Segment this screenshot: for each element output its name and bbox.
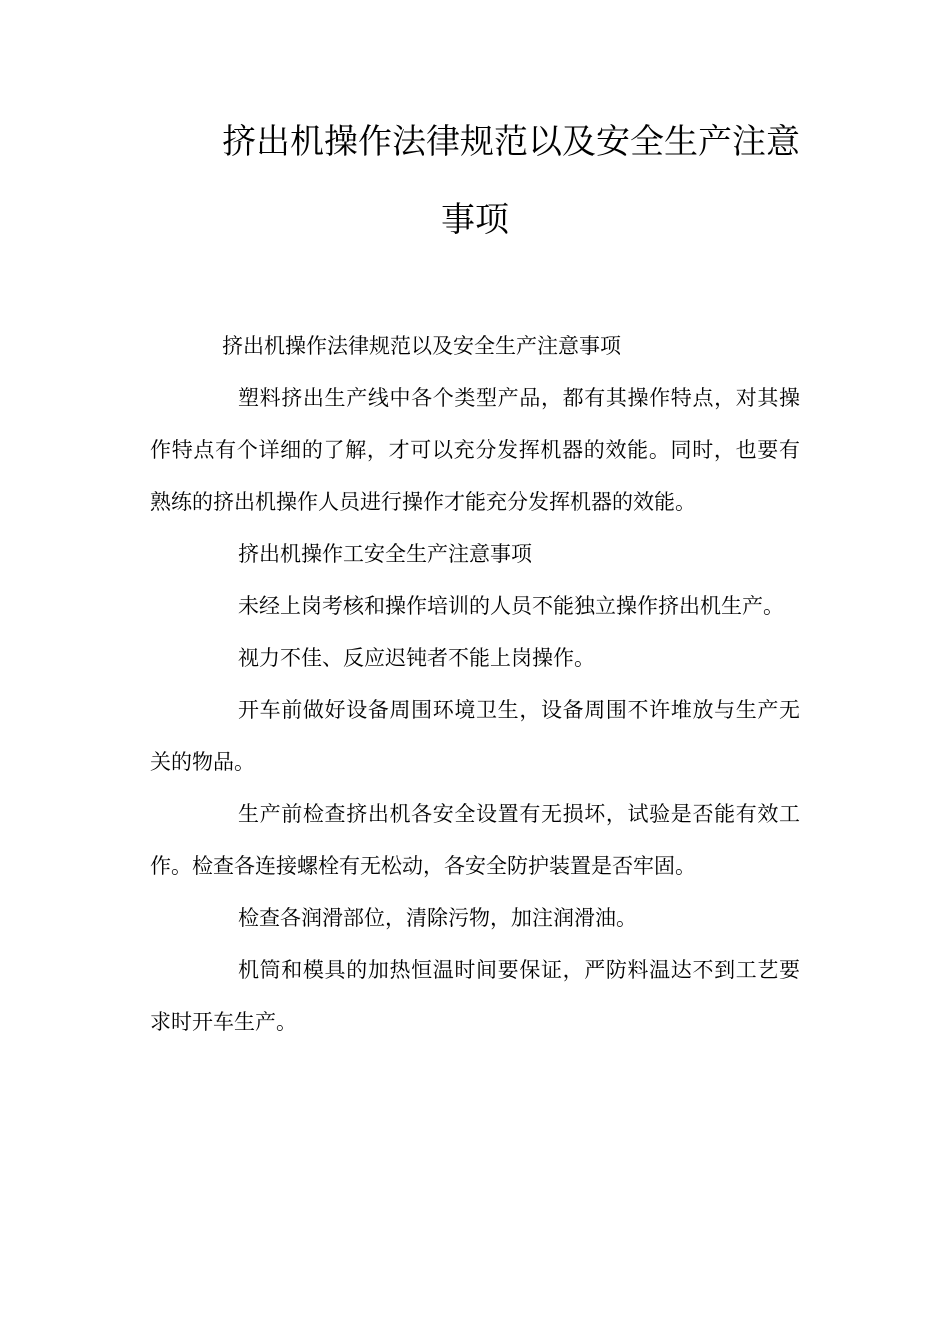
- document-body: [150, 320, 800, 1048]
- paragraph-subtitle: 挤出机操作法律规范以及安全生产注意事项: [222, 334, 621, 358]
- paragraph-section-heading: 挤出机操作工安全生产注意事项: [238, 542, 532, 566]
- paragraph-rule-training: 未经上岗考核和操作培训的人员不能独立操作挤出机生产。: [238, 594, 784, 618]
- paragraph-rule-vision: 视力不佳、反应迟钝者不能上岗操作。: [238, 646, 595, 670]
- paragraph-rule-lubrication: 检查各润滑部位，清除污物，加注润滑油。: [238, 906, 637, 930]
- paragraph-intro: 塑料挤出生产线中各个类型产品，都有其操作特点，对其操作特点有个详细的了解，才可以充分发挥机器的效能。同时，也要有熟练的挤出机操作人员进行操作才能充分发挥机器的效能。: [150, 386, 800, 514]
- document-title-line-2: 事项: [441, 200, 509, 240]
- paragraph-rule-safety-check: 生产前检查挤出机各安全设置有无损坏，试验是否能有效工作。检查各连接螺栓有无松动，各安全防护装置是否牢固。: [150, 802, 800, 878]
- paragraph-rule-cleanliness: 开车前做好设备周围环境卫生，设备周围不许堆放与生产无关的物品。: [150, 698, 800, 774]
- document-title-line-1: 挤出机操作法律规范以及安全生产注意: [222, 122, 800, 162]
- paragraph-rule-heating: 机筒和模具的加热恒温时间要保证，严防料温达不到工艺要求时开车生产。: [150, 958, 800, 1034]
